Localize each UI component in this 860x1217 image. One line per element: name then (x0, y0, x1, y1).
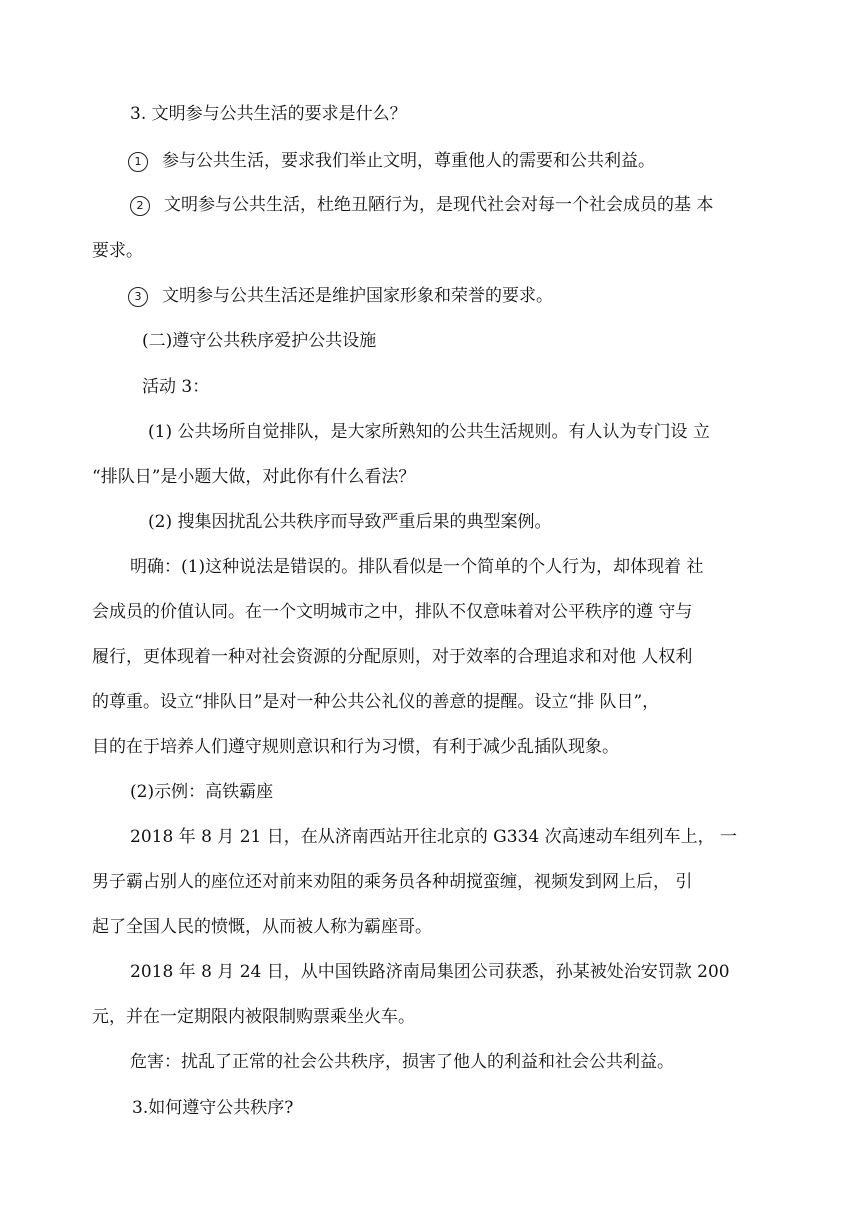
list-item-3-text: 文明参与公共生活还是维护国家形象和荣誉的要求。 (162, 286, 553, 306)
example-paragraph-2-line-1 (130, 961, 810, 983)
example-paragraph-2-line-2-text: 元，并在一定期限内被限制购票乘坐火车。 (92, 1007, 415, 1027)
example-heading (130, 781, 810, 803)
answer-paragraph-line-4 (92, 691, 772, 713)
circled-number-1: 1 (128, 152, 148, 172)
answer-paragraph-line-5-text: 目的在于培养人们遵守规则意识和行为习惯，有利于减少乱插队现象。 (92, 737, 619, 757)
section-heading (142, 330, 822, 352)
activity-question-1-continued (92, 466, 772, 488)
example-heading-text: (2)示例：高铁霸座 (130, 782, 274, 802)
answer-paragraph-line-3 (92, 646, 772, 668)
activity-label (142, 376, 822, 398)
list-item-2-continued-text: 要求。 (92, 241, 143, 261)
answer-paragraph-line-1 (130, 556, 810, 578)
answer-paragraph-line-4-text: 的尊重。设立“排队日”是对一种公共公礼仪的善意的提醒。设立“排 队日”， (92, 692, 660, 712)
activity-question-1-text: (1) 公共场所自觉排队，是大家所熟知的公共生活规则。有人认为专门设 立 (148, 422, 710, 442)
activity-question-1-continued-text: “排队日”是小题大做，对此你有什么看法？ (92, 467, 416, 487)
question-heading-2 (132, 1097, 812, 1119)
section-heading-text: (二)遵守公共秩序爱护公共设施 (142, 331, 377, 351)
answer-paragraph-line-2-text: 会成员的价值认同。在一个文明城市之中，排队不仅意味着对公平秩序的遵 守与 (92, 602, 693, 622)
activity-question-1 (148, 421, 828, 443)
activity-question-2-text: (2) 搜集因扰乱公共秩序而导致严重后果的典型案例。 (148, 512, 552, 532)
answer-paragraph-line-1-text: 明确：(1)这种说法是错误的。排队看似是一个简单的个人行为，却体现着 社 (130, 557, 704, 577)
activity-question-2 (148, 511, 828, 533)
question-heading (130, 103, 810, 125)
activity-label-text: 活动 3： (142, 377, 210, 397)
list-item-2-text: 文明参与公共生活，杜绝丑陋行为，是现代社会对每一个社会成员的基 本 (164, 195, 714, 215)
example-paragraph-2-line-2 (92, 1006, 772, 1028)
list-item-1 (128, 150, 808, 172)
question-heading-text: 3. 文明参与公共生活的要求是什么？ (130, 104, 407, 124)
circled-number-2: 2 (130, 196, 150, 216)
list-item-2-continued (92, 240, 772, 262)
circled-number-3: 3 (128, 287, 148, 307)
example-paragraph-2-line-1-text: 2018 年 8 月 24 日，从中国铁路济南局集团公司获悉，孙某被处治安罚款 200 (130, 962, 730, 982)
example-paragraph-1-line-2 (92, 871, 772, 893)
example-paragraph-1-line-1 (130, 826, 810, 848)
answer-paragraph-line-5 (92, 736, 772, 758)
harm-paragraph-text: 危害：扰乱了正常的社会公共秩序，损害了他人的利益和社会公共利益。 (130, 1052, 674, 1072)
example-paragraph-1-line-3 (92, 916, 772, 938)
question-heading-2-text: 3.如何遵守公共秩序? (132, 1098, 294, 1118)
example-paragraph-1-line-3-text: 起了全国人民的愤慨，从而被人称为霸座哥。 (92, 917, 432, 937)
harm-paragraph (130, 1051, 810, 1073)
answer-paragraph-line-2 (92, 601, 772, 623)
answer-paragraph-line-3-text: 履行，更体现着一种对社会资源的分配原则，对于效率的合理追求和对他 人权利 (92, 647, 693, 667)
list-item-2 (130, 194, 810, 216)
example-paragraph-1-line-1-text: 2018 年 8 月 21 日，在从济南西站开往北京的 G334 次高速动车组列车上， 一 (130, 827, 737, 847)
list-item-1-text: 参与公共生活，要求我们举止文明，尊重他人的需要和公共利益。 (162, 151, 655, 171)
example-paragraph-1-line-2-text: 男子霸占别人的座位还对前来劝阻的乘务员各种胡搅蛮缠，视频发到网上后， 引 (92, 872, 693, 892)
list-item-3 (128, 285, 808, 307)
